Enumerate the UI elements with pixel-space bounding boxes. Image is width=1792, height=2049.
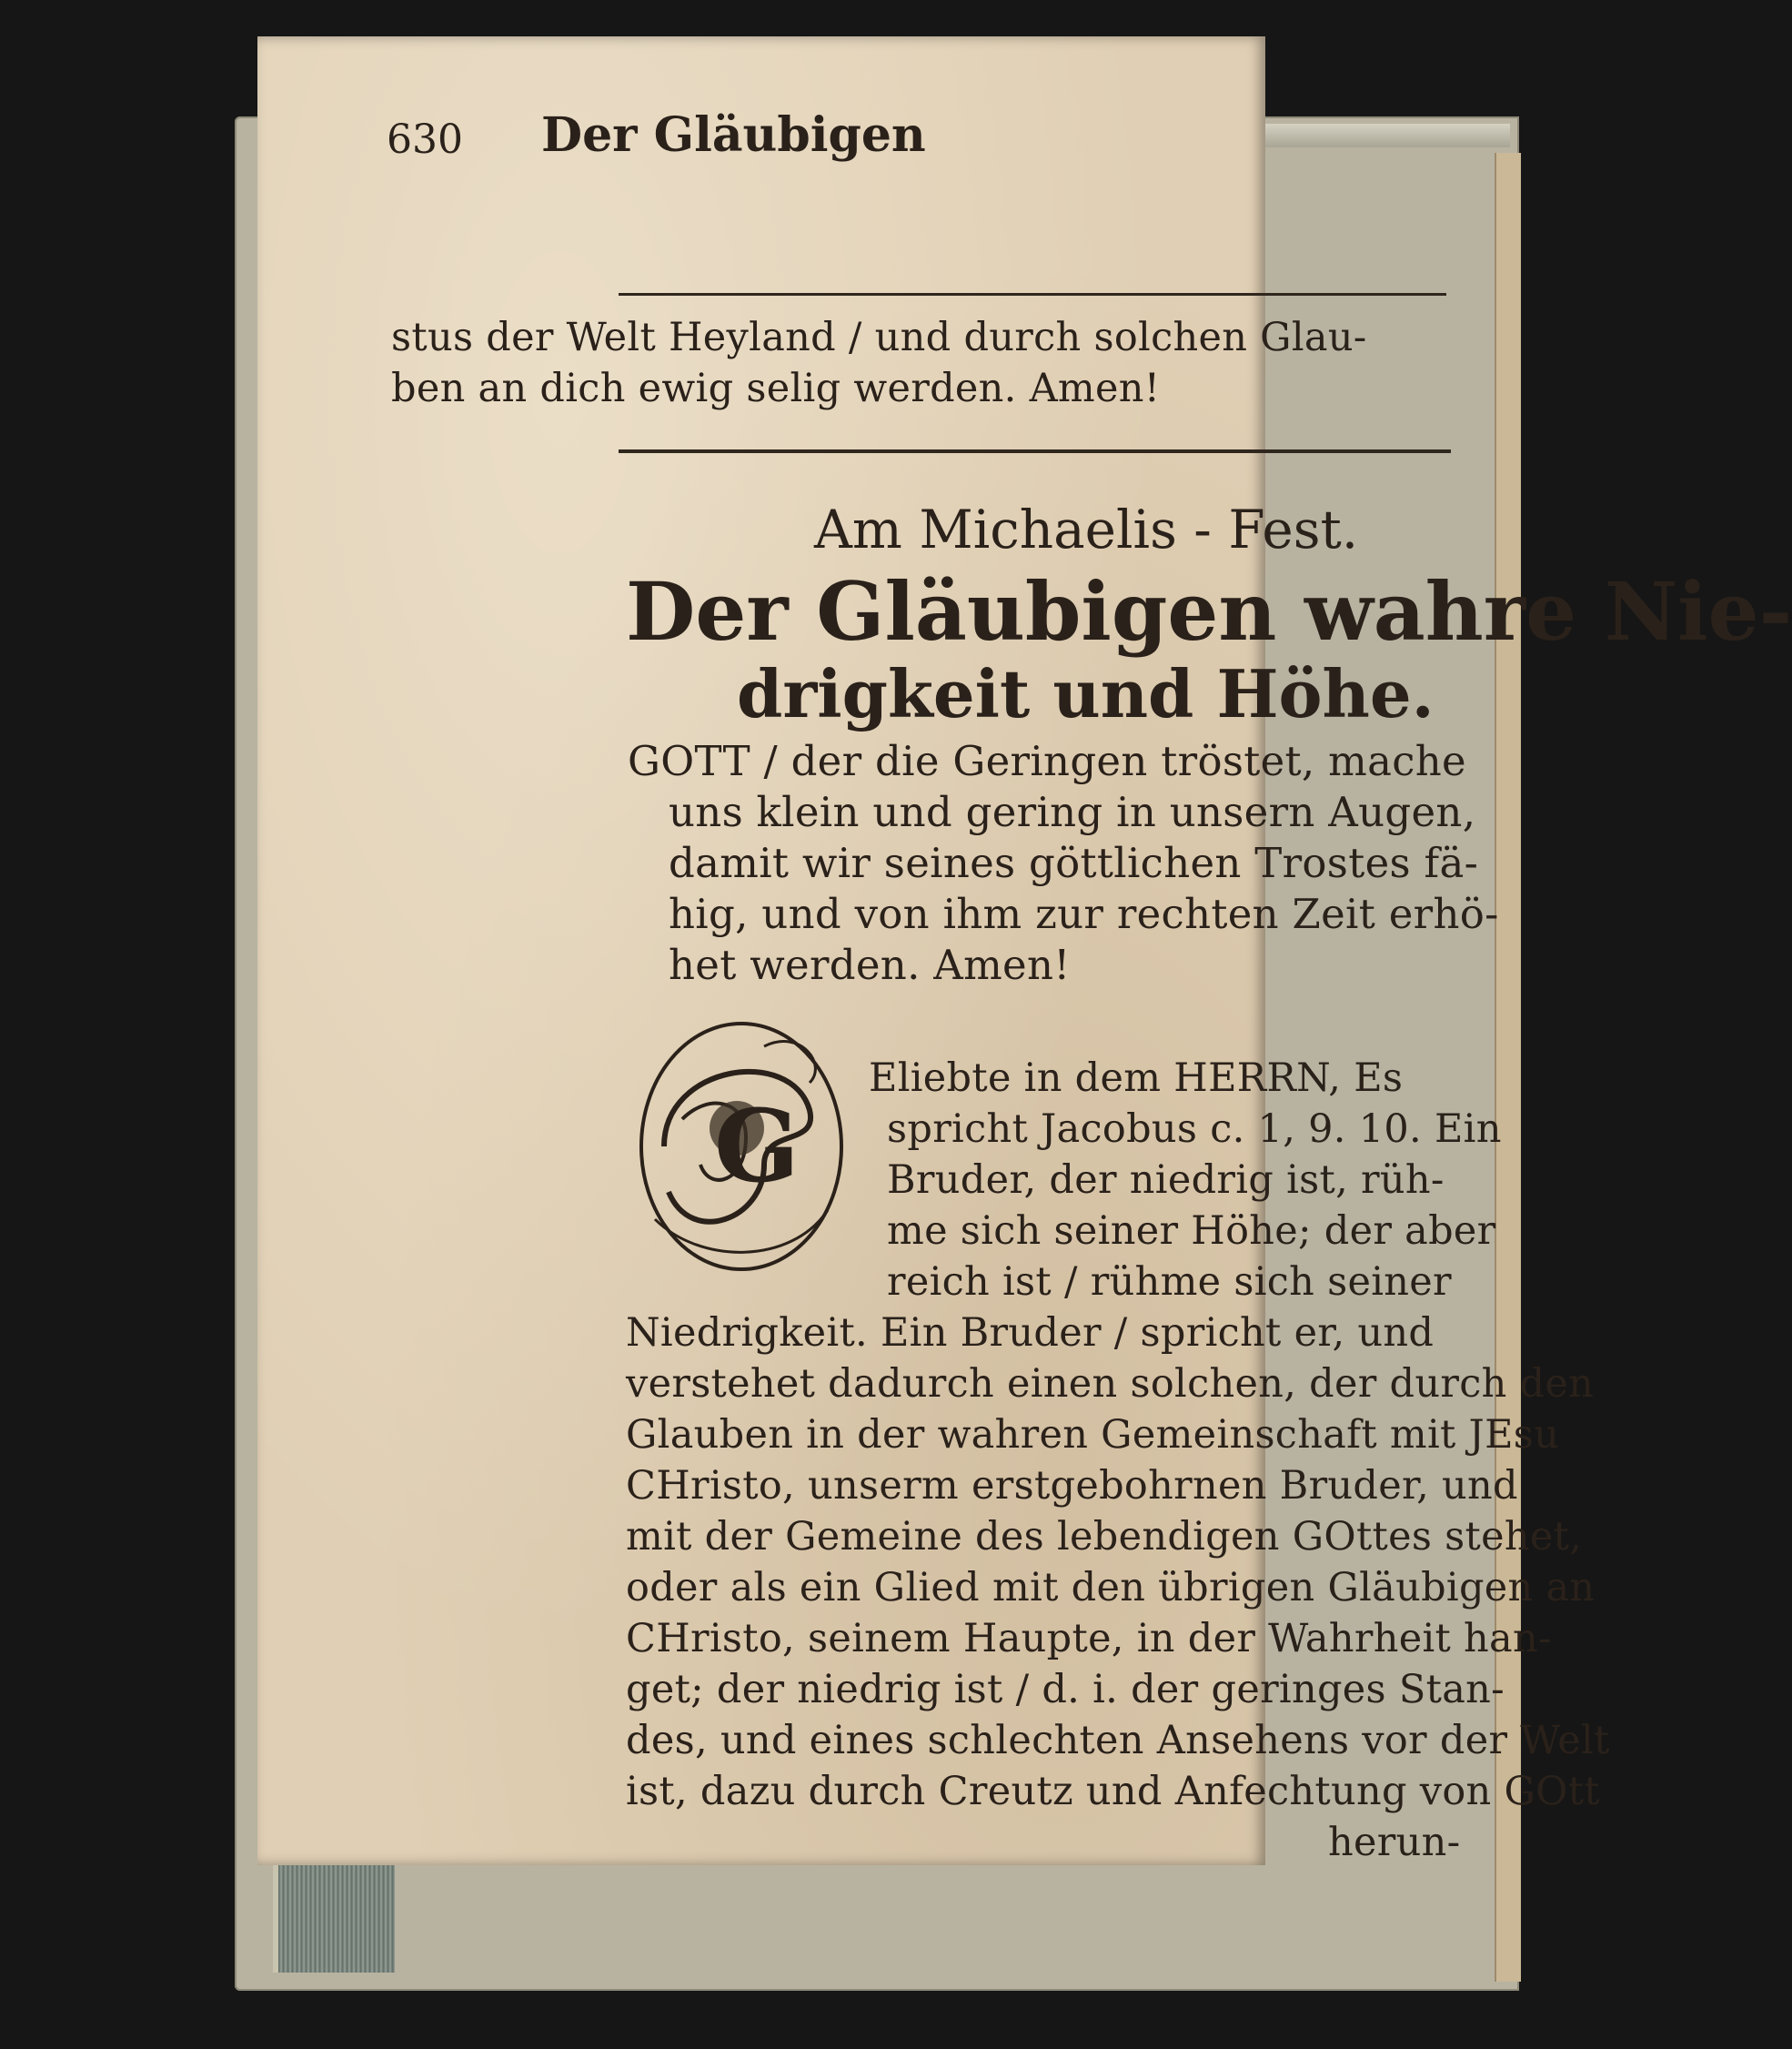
text-line: Eliebte in dem HERRN, Es <box>869 1055 1404 1101</box>
text-line: Niedrigkeit. Ein Bruder / spricht er, und <box>626 1310 1435 1356</box>
section-title-continued: drigkeit und Höhe. <box>737 655 1435 732</box>
running-title: Der Gläubigen <box>541 107 926 163</box>
text-line: Bruder, der niedrig ist, rüh- <box>887 1157 1445 1203</box>
text-line: oder als ein Glied mit den übrigen Gläubigen an <box>626 1565 1596 1610</box>
text-line: ben an dich ewig selig werden. Amen! <box>391 366 1161 411</box>
text-line: verstehet dadurch einen solchen, der durch den <box>626 1361 1595 1407</box>
section-title: Der Gläubigen wahre Nie- <box>626 564 1792 659</box>
text-line: stus der Welt Heyland / und durch solchen Glau- <box>391 315 1367 360</box>
prayer-line: GOTT / der die Geringen tröstet, mache <box>628 737 1466 785</box>
prayer-line: hig, und von ihm zur rechten Zeit erhö- <box>669 890 1499 938</box>
prayer-line: damit wir seines göttlichen Trostes fä- <box>669 839 1479 887</box>
feast-heading: Am Michaelis - Fest. <box>814 499 1359 560</box>
text-line: reich ist / rühme sich seiner <box>887 1259 1452 1305</box>
text-line: Glauben in der wahren Gemeinschaft mit JEsu <box>626 1412 1560 1458</box>
prayer-line: uns klein und gering in unsern Augen, <box>669 788 1476 836</box>
text-line: des, und eines schlechten Ansehens vor der Welt <box>626 1718 1610 1763</box>
text-line: mit der Gemeine des lebendigen GOttes stehet, <box>626 1514 1583 1559</box>
text-line: CHristo, seinem Haupte, in der Wahrheit han- <box>626 1616 1552 1661</box>
page-number: 630 <box>387 116 463 163</box>
text-line: me sich seiner Höhe; der aber <box>887 1208 1496 1254</box>
text-line: CHristo, unserm erstgebohrnen Bruder, und <box>626 1463 1518 1509</box>
decorated-initial <box>628 1010 828 1247</box>
text-line: spricht Jacobus c. 1, 9. 10. Ein <box>887 1106 1502 1152</box>
header-rule <box>619 293 1446 296</box>
catchword: herun- <box>1328 1820 1461 1865</box>
text-line: ist, dazu durch Creutz und Anfechtung von GOtt <box>626 1769 1600 1814</box>
section-divider <box>619 449 1451 453</box>
prayer-line: het werden. Amen! <box>669 941 1071 989</box>
text-line: get; der niedrig ist / d. i. der geringes Stan- <box>626 1667 1505 1712</box>
initial-letter: G <box>714 1087 800 1205</box>
